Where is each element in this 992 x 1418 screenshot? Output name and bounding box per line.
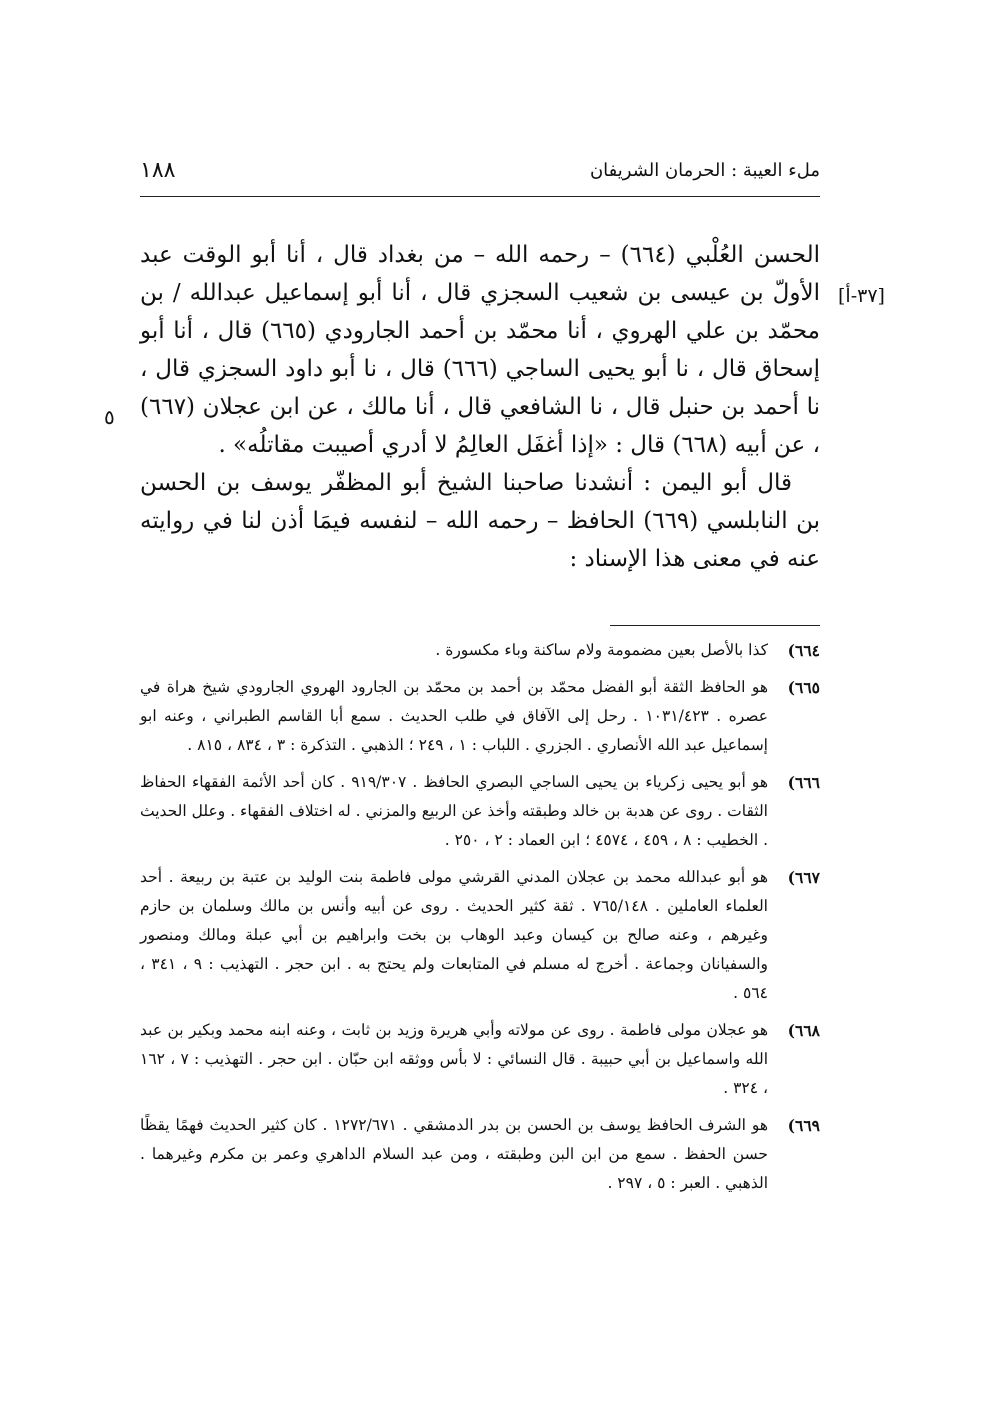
footnote bbox=[140, 1111, 820, 1198]
footnote-separator bbox=[610, 625, 820, 626]
footnote-text: هو الحافظ الثقة أبو الفضل محمّد بن أحمد بن محمّد بن الجارود الهروي الجارودي شيخ هراة في عصره . ١٠٣١/٤٢٣ . رحل إلى الآفاق في طلب الحديث . سمع أبا القاسم الطبراني ، وعنه ابو إسماعيل عبد الله الأنصاري . الجزري . اللباب : ١ ، ٢٤٩ ؛ الذهبي . التذكرة : ٣ ، ٨٣٤ ، ٨١٥ . bbox=[140, 678, 768, 754]
footnote-number: ٦٦٩) bbox=[787, 1116, 820, 1135]
page-number: ١٨٨ bbox=[140, 158, 176, 183]
footnote bbox=[140, 636, 820, 665]
footnote-text: هو عجلان مولى فاطمة . روى عن مولاته وأبي هريرة وزيد بن ثابت ، وعنه ابنه محمد وبكير بن عبد الله واسماعيل بن أبي حبيبة . قال النسائي : لا بأس ووثقه ابن حبّان . ابن حجر . التهذيب : ٧ ، ١٦٢ ، ٣٢٤ . bbox=[140, 1021, 769, 1097]
footnote bbox=[140, 863, 820, 1008]
footnote-number: ٦٦٤) bbox=[787, 641, 820, 660]
footnote-text: كذا بالأصل بعين مضمومة ولام ساكنة وباء مكسورة . bbox=[435, 641, 768, 659]
footnote-text: هو الشرف الحافظ يوسف بن الحسن بن بدر الدمشقي . ١٢٧٢/٦٧١ . كان كثير الحديث فهمًا يقظًا حسن الحفظ . سمع من ابن البن وطبقته ، ومن عبد السلام الداهري وعمر بن مكرم وغيرهما . الذهبي . العبر : ٥ ، ٢٩٧ . bbox=[140, 1116, 769, 1192]
margin-folio-marker: [٣٧-أ] bbox=[838, 285, 885, 307]
footnote bbox=[140, 1016, 820, 1103]
footnote-text: هو أبو يحيى زكرياء بن يحيى الساجي البصري الحافظ . ٩١٩/٣٠٧ . كان أحد الأئمة الفقهاء الحفاظ الثقات . روى عن هدبة بن خالد وطبقته وأخذ عن الربيع والمزني . له اختلاف الفقهاء . وعلل الحديث . الخطيب : ٨ ، ٤٥٩ ، ٤٥٧٤ ؛ ابن العماد : ٢ ، ٢٥٠ . bbox=[140, 773, 768, 849]
footnote-number: ٦٦٨) bbox=[787, 1021, 820, 1040]
footnote-number: ٦٦٥) bbox=[787, 678, 820, 697]
footnote-number: ٦٦٦) bbox=[787, 773, 820, 792]
margin-line-number: ٥ bbox=[104, 405, 115, 429]
footnotes bbox=[140, 636, 820, 1206]
footnote-text: هو أبو عبدالله محمد بن عجلان المدني القرشي مولى فاطمة بنت الوليد بن عتبة بن ربيعة . أحد العلماء العاملين . ٧٦٥/١٤٨ . ثقة كثير الحديث . روى عن أبيه وأنس بن مالك وسلمان بن حازم وغيرهم ، وعنه صالح بن كيسان وعبد الوهاب بن بخت وابراهيم بن أبي عبلة ومالك ومنصور والسفيانان وجماعة . أخرج له مسلم في المتابعات ولم يحتج به . ابن حجر . التهذيب : ٩ ، ٣٤١ ، ٥٦٤ . bbox=[140, 868, 768, 1002]
main-paragraph: الحسن العُلْبي (٦٦٤) – رحمه الله – من بغداد قال ، أنا أبو الوقت عبد الأولّ بن عيسى بن شعيب السجزي قال ، أنا أبو إسماعيل عبدالله / بن محمّد بن علي الهروي ، أنا محمّد بن أحمد الجارودي (٦٦٥) قال ، أنا أبو إسحاق قال ، نا أبو يحيى الساجي (٦٦٦) قال ، نا أبو داود السجزي قال ، نا أحمد بن حنبل قال ، نا الشافعي قال ، أنا مالك ، عن ابن عجلان (٦٦٧) ، عن أبيه (٦٦٨) قال : «إذا أغفَل العالِمُ لا أدري أصيبت مقاتلُه» . bbox=[140, 242, 820, 458]
header-rule bbox=[140, 196, 820, 197]
footnote bbox=[140, 768, 820, 855]
footnote bbox=[140, 673, 820, 760]
main-text bbox=[140, 236, 820, 578]
page-header bbox=[140, 158, 820, 198]
main-paragraph: قال أبو اليمن : أنشدنا صاحبنا الشيخ أبو المظفّر يوسف بن الحسن بن النابلسي (٦٦٩) الحافظ – رحمه الله – لنفسه فيمَا أذن لنا في روايته عنه في معنى هذا الإسناد : bbox=[140, 470, 820, 572]
footnote-number: ٦٦٧) bbox=[787, 868, 820, 887]
running-title: ملء العيبة : الحرمان الشريفان bbox=[589, 160, 820, 181]
